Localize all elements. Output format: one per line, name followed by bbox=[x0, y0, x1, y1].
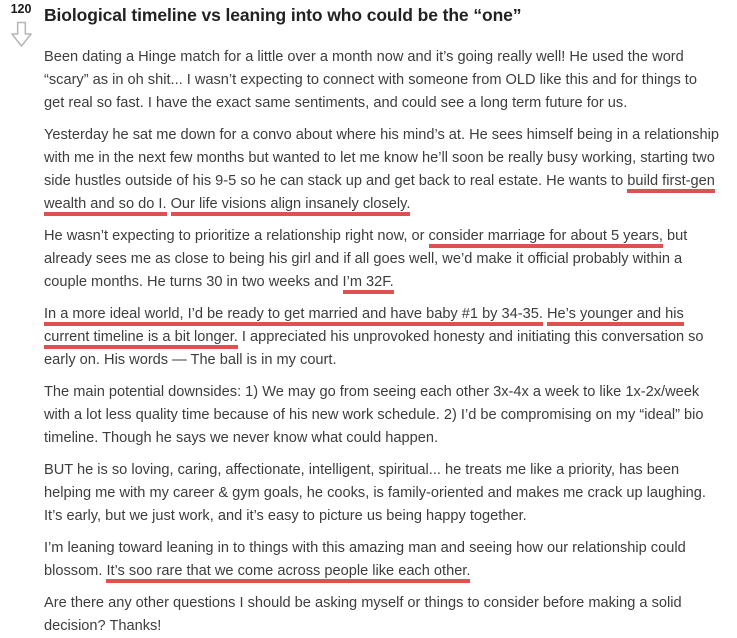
text-segment: The main potential downsides: 1) We may go from seeing each other 3x-4x a week to like 1x-2x/week with a lot less quality time because of his new work schedule. 2) I’d be compromising on my “ideal” bio timeline. Though he says we never know what could happen. bbox=[44, 384, 704, 446]
downvote-button[interactable] bbox=[10, 21, 33, 48]
red-underlined-text-segment: It’s soo rare that we come across people like each other. bbox=[106, 563, 470, 583]
text-segment: Are there any other questions I should be asking myself or things to consider before making a solid decision? Thanks! bbox=[44, 595, 682, 634]
text-segment: but already sees me as close to being his girl and if all goes well, we’d make it official probably within a couple months. He turns 30 in two weeks and bbox=[44, 228, 688, 290]
text-segment: He wasn’t expecting to prioritize a relationship right now, or bbox=[44, 228, 429, 244]
text-segment: BUT he is so loving, caring, affectionate, intelligent, spiritual... he treats me like a priority, has been helping me with my career & gym goals, he cooks, is family-oriented and makes me crack up laughing. It’s early, but we just work, and it’s easy to picture us being happy together. bbox=[44, 462, 706, 524]
red-underlined-text-segment: I’m 32F. bbox=[343, 274, 394, 294]
vote-column bbox=[4, 2, 38, 48]
post-title: Biological timeline vs leaning into who could be the “one” bbox=[44, 5, 522, 25]
red-underlined-text-segment: build first-gen wealth and so do I. bbox=[44, 173, 715, 216]
post-paragraph bbox=[44, 303, 720, 372]
post-paragraph bbox=[44, 225, 720, 294]
red-underlined-text-segment: In a more ideal world, I’d be ready to get married and have baby #1 by 34-35. bbox=[44, 306, 543, 326]
vote-score: 120 bbox=[10, 2, 32, 16]
post-paragraph bbox=[44, 124, 720, 216]
red-underlined-text-segment: Our life visions align insanely closely. bbox=[171, 196, 411, 216]
post-content bbox=[44, 0, 720, 638]
post-paragraph bbox=[44, 46, 720, 115]
text-segment: Yesterday he sat me down for a convo about where his mind’s at. He sees himself being in a relationship with me in the next few months but wanted to let me know he’ll soon be really busy working, starting two side hustles outside of his 9-5 so he can stack up and get back to real estate. He wants to bbox=[44, 127, 719, 189]
text-segment: I’m leaning toward leaning in to things with this amazing man and seeing how our relationship could blossom. bbox=[44, 540, 686, 579]
downvote-arrow-icon bbox=[10, 21, 33, 48]
text-segment bbox=[167, 196, 171, 212]
post-paragraph bbox=[44, 537, 720, 583]
post-paragraph bbox=[44, 381, 720, 450]
red-underlined-text-segment: consider marriage for about 5 years, bbox=[429, 228, 663, 248]
red-underlined-text-segment: He’s younger and his current timeline is a bit longer. bbox=[44, 306, 684, 349]
text-segment: Been dating a Hinge match for a little over a month now and it’s going really well! He used the word “scary” as in oh shit... I wasn’t expecting to connect with someone from OLD like this and for things to get real so fast. I have the exact same sentiments, and could see a long term future for us. bbox=[44, 49, 697, 111]
post-paragraph bbox=[44, 459, 720, 528]
post-paragraph bbox=[44, 592, 720, 638]
text-segment: I appreciated his unprovoked honesty and initiating this conversation so early on. His words — The ball is in my court. bbox=[44, 329, 704, 368]
